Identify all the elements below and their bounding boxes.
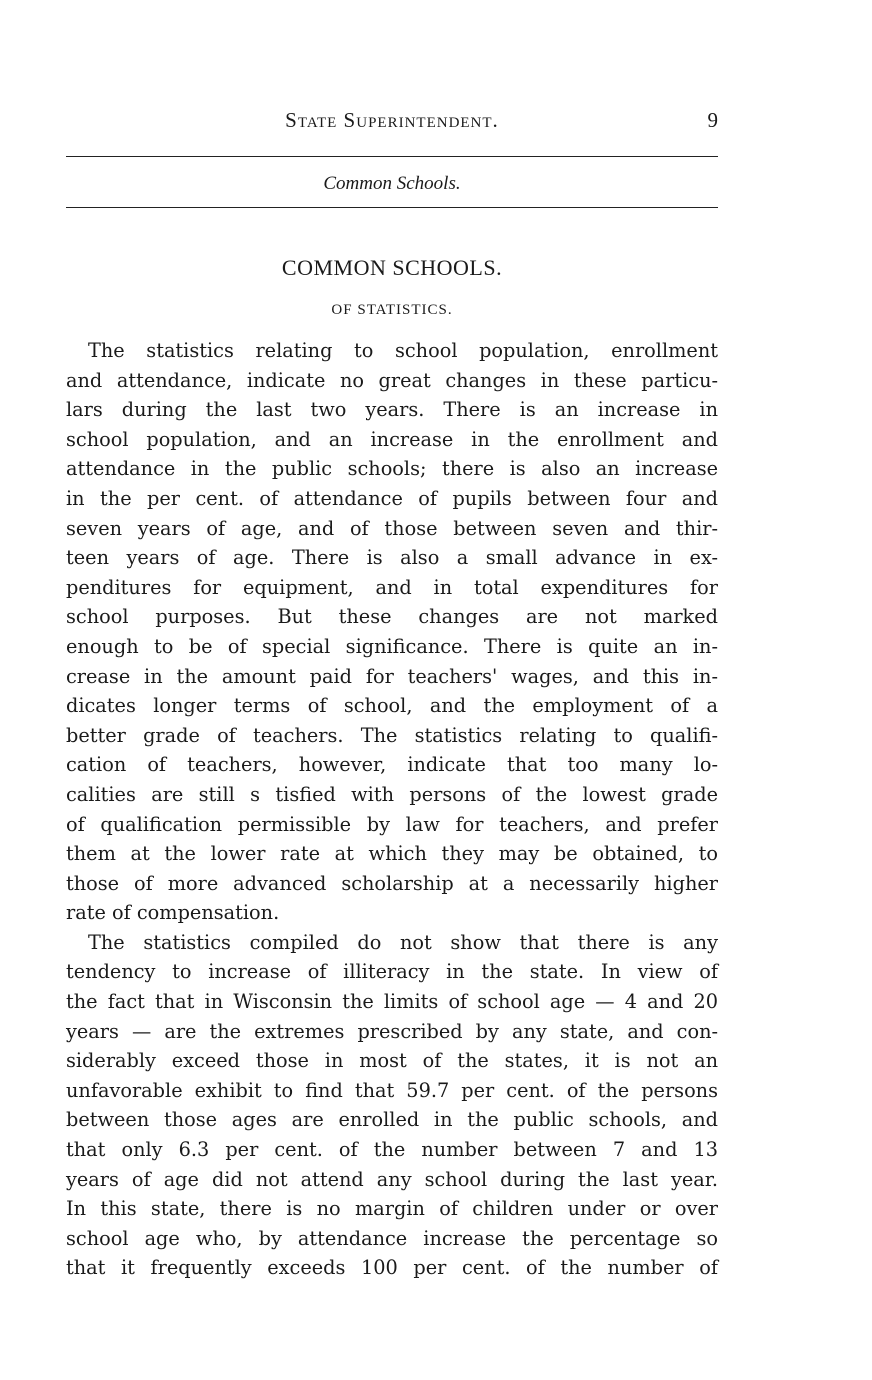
text-line: rate of compensation. bbox=[66, 901, 280, 925]
text-line: those of more advanced scholarship at a necessarily higher bbox=[66, 871, 718, 895]
subsection-title: OF STATISTICS. bbox=[331, 302, 453, 318]
text-line: dicates longer terms of school, and the employment of a bbox=[66, 694, 718, 718]
text-line: that it frequently exceeds 100 per cent. of the number of bbox=[66, 1256, 718, 1280]
chapter-title: COMMON SCHOOLS. bbox=[281, 255, 503, 280]
text-line: In this state, there is no margin of children under or over bbox=[66, 1197, 718, 1221]
text-line: penditures for equipment, and in total expenditures for bbox=[66, 575, 718, 599]
text-line: years — are the extremes prescribed by any state, and con- bbox=[66, 1019, 718, 1043]
text-line: the fact that in Wisconsin the limits of school age — 4 and 20 bbox=[66, 990, 718, 1014]
text-line: unfavorable exhibit to find that 59.7 per cent. of the persons bbox=[66, 1078, 718, 1102]
text-line: teen years of age. There is also a small advance in ex- bbox=[66, 546, 718, 570]
text-line: The statistics relating to school population, enrollment bbox=[88, 339, 718, 362]
running-header bbox=[66, 108, 718, 138]
section-heading: Common Schools. bbox=[323, 173, 461, 194]
text-line: school population, and an increase in the enrollment and bbox=[66, 427, 718, 451]
text-line: years of age did not attend any school during the last year. bbox=[66, 1167, 718, 1191]
text-line: that only 6.3 per cent. of the number between 7 and 13 bbox=[66, 1138, 718, 1162]
header-rule-top bbox=[66, 156, 718, 157]
running-title: State Superintendent. bbox=[285, 108, 499, 132]
text-line: of qualification permissible by law for teachers, and prefer bbox=[66, 812, 718, 836]
text-line: tendency to increase of illiteracy in the state. In view of bbox=[66, 960, 718, 984]
text-line: between those ages are enrolled in the public schools, and bbox=[66, 1108, 718, 1132]
text-line: them at the lower rate at which they may be obtained, to bbox=[66, 842, 718, 866]
text-line: school age who, by attendance increase the percentage so bbox=[66, 1226, 718, 1250]
text-line: in the per cent. of attendance of pupils between four and bbox=[66, 486, 718, 510]
text-line: The statistics compiled do not show that there is any bbox=[88, 930, 718, 954]
text-line: seven years of age, and of those between seven and thir- bbox=[66, 516, 718, 540]
header-rule-bottom bbox=[66, 207, 718, 208]
text-line: school purposes. But these changes are not marked bbox=[66, 605, 718, 629]
paragraph-2 bbox=[66, 928, 718, 1283]
text-line: calities are still s tisfied with persons of the lowest grade bbox=[66, 782, 718, 806]
text-line: and attendance, indicate no great changes in these particu- bbox=[66, 368, 718, 392]
text-line: enough to be of special significance. There is quite an in- bbox=[66, 634, 718, 658]
page-number: 9 bbox=[707, 108, 718, 132]
text-line: crease in the amount paid for teachers' wages, and this in- bbox=[66, 664, 718, 688]
text-line: better grade of teachers. The statistics relating to qualifi- bbox=[66, 723, 718, 747]
paragraph-1 bbox=[66, 336, 718, 928]
text-line: cation of teachers, however, indicate that too many lo- bbox=[66, 753, 718, 777]
text-line: attendance in the public schools; there is also an increase bbox=[66, 457, 718, 481]
text-line: siderably exceed those in most of the states, it is not an bbox=[66, 1049, 718, 1073]
text-line: lars during the last two years. There is an increase in bbox=[66, 398, 718, 422]
body-text bbox=[66, 336, 718, 1283]
